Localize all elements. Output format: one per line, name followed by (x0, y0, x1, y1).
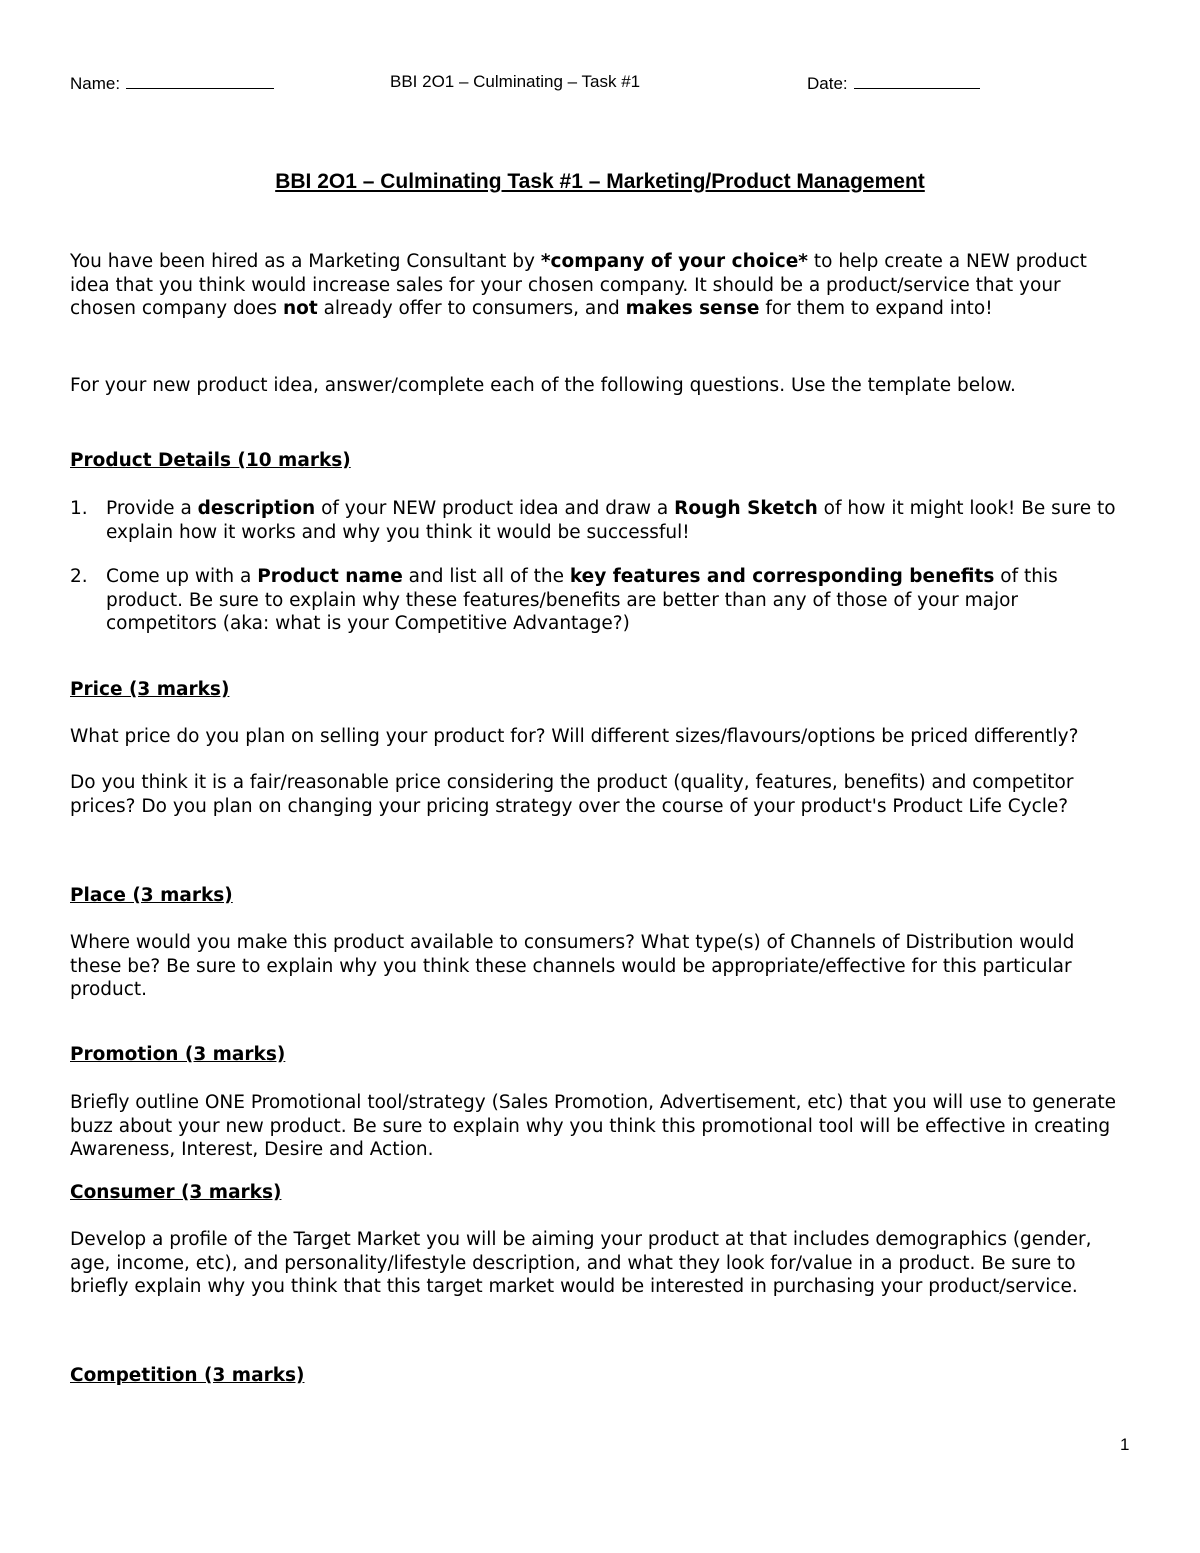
name-blank-line (126, 72, 274, 89)
page-number: 1 (1120, 1435, 1130, 1454)
header-date-field (807, 72, 980, 94)
price-heading: Price (3 marks) (70, 679, 230, 700)
promotion-paragraph: Briefly outline ONE Promotional tool/strategy (Sales Promotion, Advertisement, etc) that you will use to generate buzz about your new product. Be sure to explain why you think this promotional tool will be effective in creating Awareness, Interest, Desire and Action. (70, 1092, 1116, 1160)
instructions-paragraph: For your new product idea, answer/complete each of the following questions. Use the template below. (70, 375, 1016, 396)
document-title: BBI 2O1 – Culminating Task #1 – Marketing/Product Management (275, 170, 925, 193)
list-item: 1. Provide a description of your NEW product idea and draw a Rough Sketch of how it might look! Be sure to explain how it works and why you think it would be successful! (70, 498, 1116, 543)
list-item: 2. Come up with a Product name and list all of the key features and corresponding benefits of this product. Be sure to explain why these features/benefits are better than any of those of your major competitors (aka: what is your Competitive Advantage?) (70, 566, 1058, 634)
header-name-field (70, 72, 274, 94)
intro-paragraph: You have been hired as a Marketing Consultant by *company of your choice* to help create a NEW product idea that you think would increase sales for your chosen company. It should be a product/service that your chosen company does not already offer to consumers, and makes sense for them to expand into! (70, 251, 1087, 319)
place-heading: Place (3 marks) (70, 885, 233, 906)
competition-heading: Competition (3 marks) (70, 1365, 305, 1386)
price-paragraph-1: What price do you plan on selling your product for? Will different sizes/flavours/options be priced differently? (70, 726, 1079, 747)
name-label: Name: (70, 74, 121, 93)
header-course-line: BBI 2O1 – Culminating – Task #1 (390, 72, 641, 91)
price-paragraph-2: Do you think it is a fair/reasonable price considering the product (quality, features, benefits) and competitor prices? Do you plan on changing your pricing strategy over the course of your product's Product Life Cycle? (70, 772, 1074, 817)
date-label: Date: (807, 74, 848, 93)
consumer-paragraph: Develop a profile of the Target Market you will be aiming your product at that includes demographics (gender, age, income, etc), and personality/lifestyle description, and what they look for/value in a product. Be sure to briefly explain why you think that this target market would be interested in purchasing your product/service. (70, 1229, 1092, 1297)
date-blank-line (854, 72, 980, 89)
place-paragraph: Where would you make this product available to consumers? What type(s) of Channels of Distribution would these be? Be sure to explain why you think these channels would be appropriate/effective for this particular product. (70, 932, 1075, 1000)
promotion-heading: Promotion (3 marks) (70, 1044, 286, 1065)
product-details-heading: Product Details (10 marks) (70, 450, 351, 471)
consumer-heading: Consumer (3 marks) (70, 1182, 282, 1203)
